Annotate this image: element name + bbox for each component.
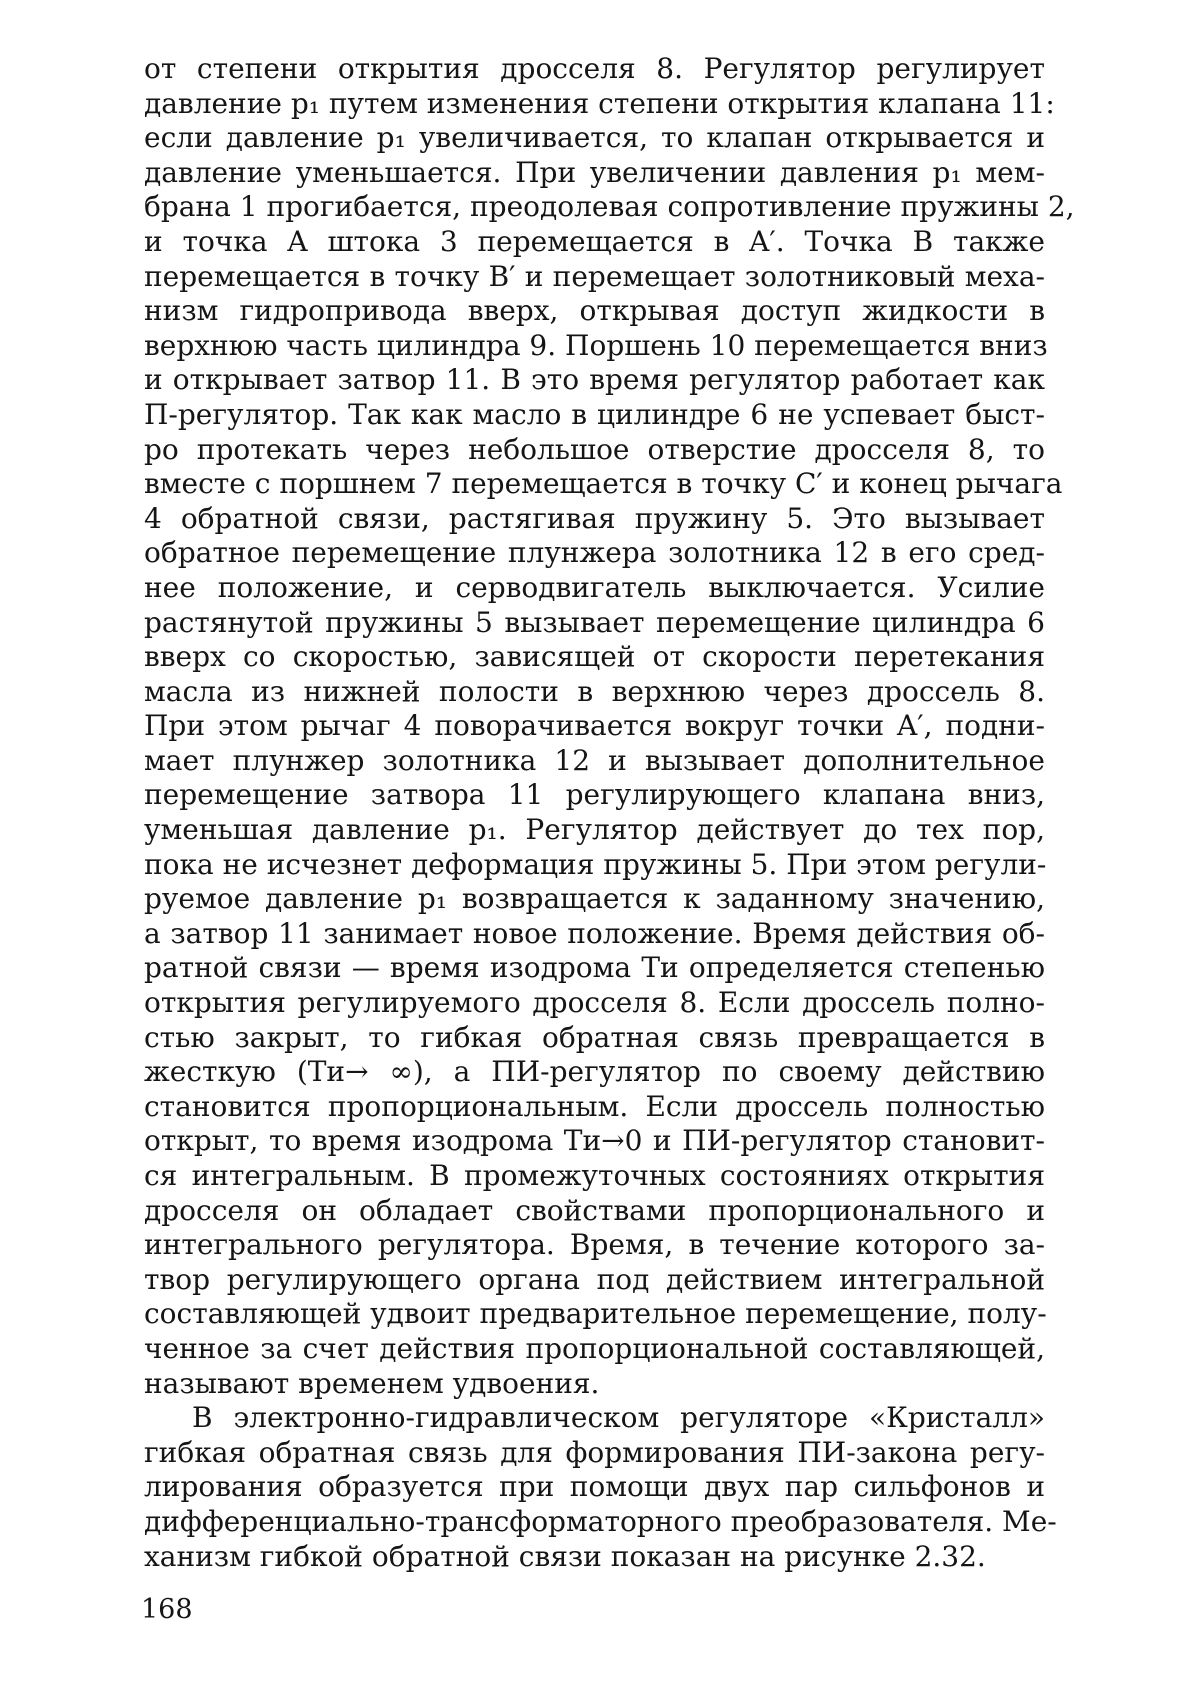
text-line: мает плунжер золотника 12 и вызывает дополнительное: [144, 743, 1045, 777]
text-line: становится пропорциональным. Если дроссель полностью: [144, 1089, 1045, 1123]
text-line: открытия регулируемого дросселя 8. Если дроссель полно-: [144, 986, 1045, 1020]
text-line: твор регулирующего органа под действием интегральной: [144, 1262, 1045, 1296]
text-line: ханизм гибкой обратной связи показан на рисунке 2.32.: [144, 1539, 986, 1573]
text-line: 4 обратной связи, растягивая пружину 5. Это вызывает: [144, 501, 1045, 535]
text-line: называют временем удвоения.: [144, 1366, 600, 1400]
text-line: а затвор 11 занимает новое положение. Время действия об-: [144, 916, 1045, 950]
text-line: низм гидропривода вверх, открывая доступ жидкости в: [144, 294, 1045, 328]
text-line: давление уменьшается. При увеличении давления p₁ мем-: [144, 155, 1045, 189]
text-line: В электронно-гидравлическом регуляторе «Кристалл»: [192, 1401, 1045, 1435]
text-line: от степени открытия дросселя 8. Регулятор регулирует: [144, 52, 1045, 85]
text-line: нее положение, и серводвигатель выключается. Усилие: [144, 570, 1045, 604]
text-line: ро протекать через небольшое отверстие дросселя 8, то: [144, 432, 1045, 466]
text-line: масла из нижней полости в верхнюю через дроссель 8.: [144, 674, 1045, 708]
text-line: брана 1 прогибается, преодолевая сопротивление пружины 2,: [144, 190, 1075, 224]
text-line: и точка A штока 3 перемещается в A′. Точка B также: [144, 224, 1045, 258]
text-line: ченное за счет действия пропорциональной составляющей,: [144, 1331, 1045, 1365]
text-line: открыт, то время изодрома Tи→0 и ПИ-регулятор становит-: [144, 1124, 1045, 1158]
text-line: перемещается в точку B′ и перемещает золотниковый меха-: [144, 259, 1045, 293]
paragraph-2: [144, 1401, 1057, 1574]
text-line: При этом рычаг 4 поворачивается вокруг точки A′, подни-: [144, 709, 1045, 743]
text-line: верхнюю часть цилиндра 9. Поршень 10 перемещается вниз: [144, 328, 1048, 362]
paragraph-1: [144, 52, 1075, 1401]
text-line: пока не исчезнет деформация пружины 5. При этом регули-: [144, 847, 1047, 881]
text-line: давление p₁ путем изменения степени открытия клапана 11:: [144, 86, 1055, 120]
text-line: ратной связи — время изодрома Tи определяется степенью: [144, 951, 1045, 985]
text-line: стью закрыт, то гибкая обратная связь превращается в: [144, 1020, 1045, 1054]
text-line: растянутой пружины 5 вызывает перемещение цилиндра 6: [144, 605, 1045, 639]
text-line: П-регулятор. Так как масло в цилиндре 6 не успевает быст-: [144, 397, 1045, 431]
text-line: вверх со скоростью, зависящей от скорости перетекания: [144, 640, 1045, 674]
text-line: дифференциально-трансформаторного преобразователя. Ме-: [144, 1504, 1057, 1538]
body-text: [144, 52, 1075, 1574]
text-line: ся интегральным. В промежуточных состояниях открытия: [144, 1159, 1045, 1192]
text-line: руемое давление p₁ возвращается к заданному значению,: [144, 882, 1045, 916]
text-line: перемещение затвора 11 регулирующего клапана вниз,: [144, 778, 1045, 812]
text-line: уменьшая давление p₁. Регулятор действует до тех пор,: [144, 813, 1045, 847]
text-line: жесткую (Tи→ ∞), а ПИ-регулятор по своему действию: [144, 1055, 1045, 1089]
text-line: составляющей удвоит предварительное перемещение, полу-: [144, 1297, 1047, 1331]
text-line: если давление p₁ увеличивается, то клапан открывается и: [144, 121, 1045, 155]
text-line: обратное перемещение плунжера золотника 12 в его сред-: [144, 536, 1045, 570]
text-line: гибкая обратная связь для формирования ПИ-закона регу-: [144, 1435, 1045, 1469]
text-line: вместе с поршнем 7 перемещается в точку C′ и конец рычага: [144, 467, 1063, 501]
text-line: и открывает затвор 11. В это время регулятор работает как: [144, 363, 1045, 397]
text-line: интегрального регулятора. Время, в течение которого за-: [144, 1228, 1045, 1262]
text-line: лирования образуется при помощи двух пар сильфонов и: [144, 1470, 1045, 1504]
page-number: 168: [141, 1594, 193, 1625]
text-line: дросселя он обладает свойствами пропорционального и: [144, 1193, 1045, 1227]
